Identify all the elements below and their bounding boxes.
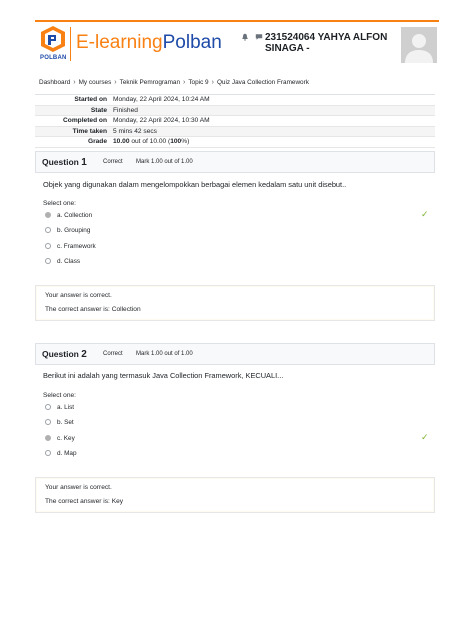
- radio[interactable]: [45, 243, 51, 249]
- option-label: d. Map: [57, 449, 77, 457]
- grade-value: [113, 138, 435, 145]
- chevron-right-icon: ›: [73, 79, 76, 86]
- radio[interactable]: [45, 258, 51, 264]
- option-label: a. List: [57, 403, 75, 411]
- summary-row-state: [35, 106, 435, 117]
- radio-selected[interactable]: [45, 212, 51, 218]
- option-label: c. Framework: [57, 242, 96, 250]
- question-2-feedback: [35, 477, 435, 513]
- grade-percent-suffix: %): [181, 138, 190, 146]
- bell-icon[interactable]: [241, 33, 249, 41]
- logo-divider: [70, 27, 71, 61]
- option-label: b. Grouping: [57, 226, 91, 234]
- summary-label: State: [90, 106, 107, 114]
- summary-value: 5 mins 42 secs: [113, 127, 157, 135]
- logo-label: POLBAN: [40, 55, 67, 61]
- question-2-select-label: Select one:: [43, 392, 76, 399]
- question-1-mark: Mark 1.00 out of 1.00: [136, 159, 193, 165]
- header-accent-rule: [35, 20, 439, 22]
- question-2-info: [35, 343, 435, 365]
- site-name-part1: E-learning: [76, 32, 163, 53]
- option-label: a. Collection: [57, 211, 93, 219]
- summary-row-grade: [35, 137, 435, 148]
- feedback-correct: Your answer is correct.: [45, 292, 112, 299]
- radio[interactable]: [45, 227, 51, 233]
- feedback-right-answer: The correct answer is: Key: [45, 498, 124, 505]
- site-name[interactable]: [76, 32, 222, 54]
- question-number: 2: [81, 349, 87, 360]
- option-label: c. Key: [57, 434, 75, 442]
- site-header: [35, 23, 439, 67]
- question-2-option-c[interactable]: [45, 433, 75, 443]
- question-1-text: Objek yang digunakan dalam mengelompokkan berbagai elemen kedalam satu unit disebut..: [43, 180, 347, 189]
- question-2-option-d[interactable]: [45, 448, 77, 458]
- question-2-text: Berikut ini adalah yang termasuk Java Collection Framework, KECUALI...: [43, 371, 284, 380]
- summary-row-completed: [35, 116, 435, 127]
- summary-label: Completed on: [63, 117, 107, 125]
- chevron-right-icon: ›: [114, 79, 117, 86]
- attempt-summary-table: [35, 94, 435, 148]
- grade-out-of: out of 10.00 (: [129, 138, 171, 146]
- question-1-title: [42, 157, 87, 168]
- summary-value: Monday, 22 April 2024, 10:24 AM: [113, 96, 210, 104]
- grade-score: 10.00: [113, 138, 130, 146]
- summary-row-started: [35, 95, 435, 106]
- question-prefix: Question: [42, 157, 79, 167]
- question-2-title: [42, 349, 87, 360]
- grade-percent: 100: [170, 138, 182, 146]
- breadcrumb-quiz[interactable]: Quiz Java Collection Framework: [216, 79, 309, 86]
- breadcrumb-dashboard[interactable]: Dashboard: [39, 79, 71, 86]
- question-1-select-label: Select one:: [43, 200, 76, 207]
- question-1-option-b[interactable]: [45, 225, 90, 235]
- feedback-correct: Your answer is correct.: [45, 484, 112, 491]
- option-label: d. Class: [57, 257, 81, 265]
- breadcrumb-topic[interactable]: Topic 9: [188, 79, 209, 86]
- polban-logo[interactable]: [39, 25, 67, 65]
- question-number: 1: [81, 157, 87, 168]
- breadcrumb: [39, 79, 309, 86]
- question-2-state: Correct: [103, 351, 123, 357]
- chevron-right-icon: ›: [211, 79, 214, 86]
- user-name[interactable]: 231524064 YAHYA ALFON SINAGA -: [265, 32, 388, 54]
- summary-value: Finished: [113, 106, 138, 114]
- question-2-mark: Mark 1.00 out of 1.00: [136, 351, 193, 357]
- polban-logo-icon: [39, 25, 67, 55]
- radio-selected[interactable]: [45, 435, 51, 441]
- question-1-info: [35, 151, 435, 173]
- site-name-part2: Polban: [162, 32, 222, 53]
- question-1-option-d[interactable]: [45, 256, 80, 266]
- summary-row-time: [35, 127, 435, 138]
- question-2-option-b[interactable]: [45, 417, 74, 427]
- header-icons: [241, 33, 263, 41]
- breadcrumb-course[interactable]: Teknik Pemrograman: [119, 79, 181, 86]
- chat-icon[interactable]: [255, 33, 263, 41]
- chevron-right-icon: ›: [183, 79, 186, 86]
- feedback-right-answer: The correct answer is: Collection: [45, 306, 141, 313]
- question-prefix: Question: [42, 349, 79, 359]
- check-icon: ✓: [421, 209, 429, 219]
- radio[interactable]: [45, 419, 51, 425]
- summary-label: Started on: [74, 96, 107, 104]
- summary-value: Monday, 22 April 2024, 10:30 AM: [113, 117, 210, 125]
- question-1-option-c[interactable]: [45, 241, 96, 251]
- radio[interactable]: [45, 404, 51, 410]
- option-label: b. Set: [57, 418, 74, 426]
- question-1-feedback: [35, 285, 435, 321]
- check-icon: ✓: [421, 432, 429, 442]
- question-2-option-a[interactable]: [45, 402, 74, 412]
- radio[interactable]: [45, 450, 51, 456]
- breadcrumb-my-courses[interactable]: My courses: [78, 79, 112, 86]
- summary-label: Grade: [87, 138, 107, 146]
- question-1-state: Correct: [103, 159, 123, 165]
- avatar-user-icon: [401, 27, 437, 63]
- summary-label: Time taken: [72, 127, 107, 135]
- question-1-option-a[interactable]: [45, 210, 92, 220]
- avatar[interactable]: [401, 27, 437, 63]
